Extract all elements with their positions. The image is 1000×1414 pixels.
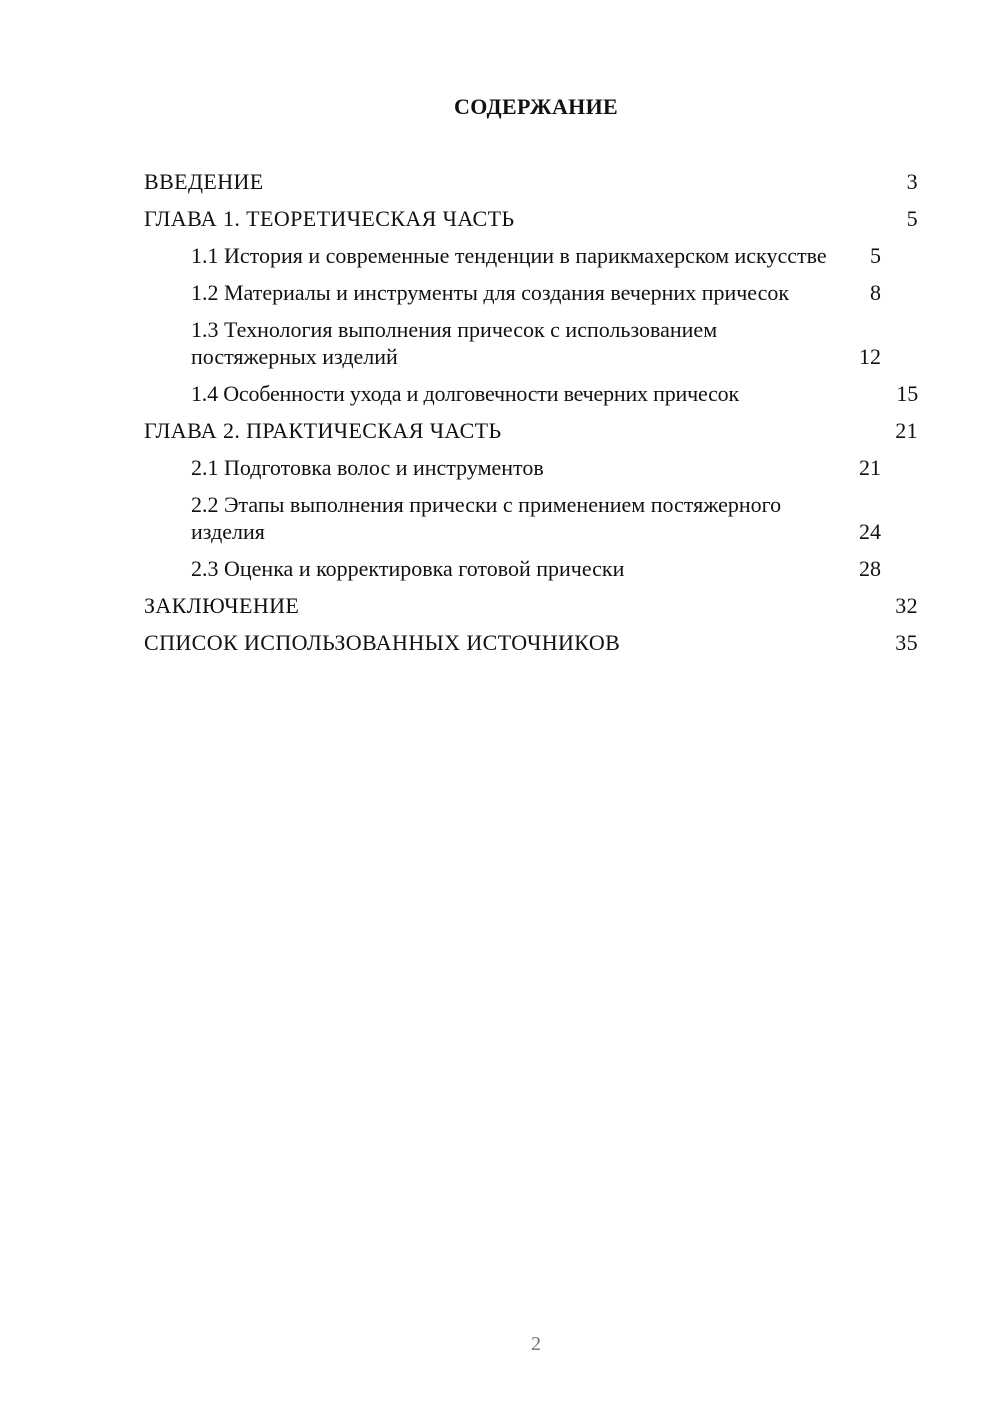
toc-entry-text: 1.4 Особенности ухода и долговечности вечерних причесок	[191, 381, 739, 406]
toc-entry-page: 5	[906, 206, 918, 231]
toc-entry-page: 21	[895, 418, 918, 443]
toc-entry-text: ВВЕДЕНИЕ	[144, 169, 264, 194]
toc-entry-text: ЗАКЛЮЧЕНИЕ	[144, 593, 300, 618]
toc-entry-page: 24	[859, 519, 881, 544]
toc-entry-section-2-2	[144, 491, 918, 545]
toc-entry-conclusion	[144, 592, 918, 619]
toc-entry-page: 28	[859, 556, 881, 581]
page-number: 2	[531, 1333, 541, 1355]
toc-entry-section-1-3	[144, 316, 918, 370]
toc-entry-page: 5	[870, 243, 881, 268]
toc-entry-introduction	[144, 168, 918, 195]
toc-entry-references	[144, 629, 918, 656]
toc-entry-section-2-3	[144, 555, 918, 582]
toc-entry-page: 15	[896, 381, 918, 406]
toc-entry-text: СПИСОК ИСПОЛЬЗОВАННЫХ ИСТОЧНИКОВ	[144, 630, 621, 655]
toc-entry-text: 2.2 Этапы выполнения прически с применением постяжерного изделия	[191, 492, 782, 544]
toc-entry-page: 12	[859, 344, 881, 369]
toc-entry-text: ГЛАВА 2. ПРАКТИЧЕСКАЯ ЧАСТЬ	[144, 418, 502, 443]
toc-entry-text: 2.3 Оценка и корректировка готовой прически	[191, 556, 625, 581]
toc-entry-section-1-1	[144, 242, 918, 269]
toc-entry-page: 3	[906, 169, 918, 194]
toc-entry-section-1-4	[144, 380, 918, 407]
toc-entry-chapter-1	[144, 205, 918, 232]
toc-entry-chapter-2	[144, 417, 918, 444]
toc-entry-text: 2.1 Подготовка волос и инструментов	[191, 455, 544, 480]
toc-entry-section-1-2	[144, 279, 918, 306]
toc-title: СОДЕРЖАНИЕ	[454, 94, 618, 119]
table-of-contents	[144, 168, 918, 666]
toc-entry-page: 35	[895, 630, 918, 655]
toc-entry-page: 32	[895, 593, 918, 618]
toc-entry-section-2-1	[144, 454, 918, 481]
toc-entry-page: 21	[859, 455, 881, 480]
toc-entry-text: 1.1 История и современные тенденции в парикмахерском искусстве	[191, 243, 827, 268]
toc-entry-text: ГЛАВА 1. ТЕОРЕТИЧЕСКАЯ ЧАСТЬ	[144, 206, 515, 231]
toc-entry-text: 1.3 Технология выполнения причесок с использованием постяжерных изделий	[191, 317, 718, 369]
toc-entry-page: 8	[870, 280, 881, 305]
toc-entry-text: 1.2 Материалы и инструменты для создания вечерних причесок	[191, 280, 790, 305]
